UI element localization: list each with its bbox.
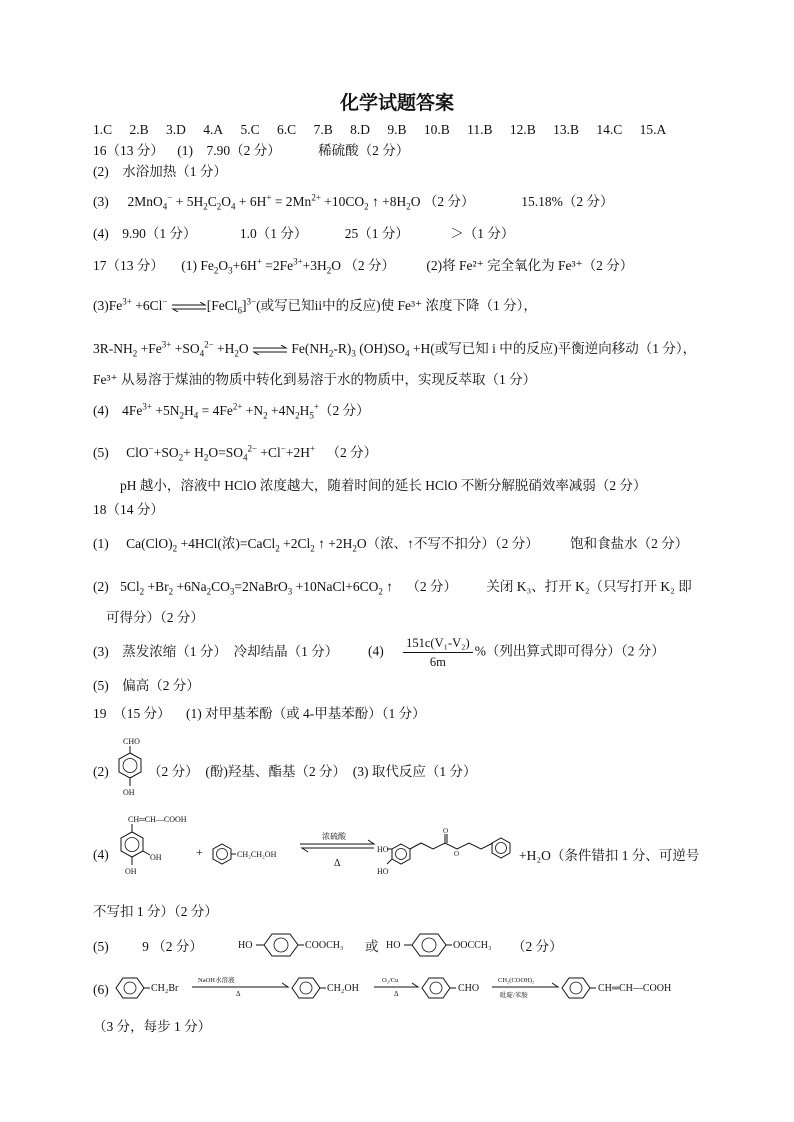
svg-text:O: O — [443, 827, 449, 835]
q19-p4-tail: +H₂O（条件错扣 1 分、可逆号 — [519, 848, 700, 863]
q18-p1-note: （浓、↑不写不扣分）（2 分） — [366, 536, 539, 551]
q17-p3-note: (或写已知ii中的反应)使 Fe³⁺ 浓度下降（1 分）， — [256, 298, 537, 313]
q16-p3-pct: 15.18%（2 分） — [521, 194, 614, 209]
delta-label: Δ — [236, 990, 241, 998]
q18-p3: (3) 蒸发浓缩（1 分） 冷却结晶（1 分） — [93, 644, 339, 659]
mc-answers — [93, 121, 666, 139]
ch2oh-label: CH₂OH — [327, 983, 359, 994]
q17-p5-label: (5) — [93, 445, 109, 460]
q16-p4-a: (4) 9.90（1 分） — [93, 226, 197, 241]
mc-7: 7.B — [313, 122, 333, 137]
q17-p4-score: （2 分） — [318, 403, 370, 418]
q18-p4-numerator: 151c(V₁-V₂) — [403, 634, 473, 653]
ho-label: HO — [377, 845, 389, 854]
q19-head: 19 （15 分） — [93, 706, 171, 721]
q17-p1-score: （2 分） — [344, 258, 396, 273]
q17-p3-label: (3) — [93, 298, 109, 313]
reaction-condition: 浓硫酸 — [322, 832, 346, 841]
q19-p2-text: （2 分） (酚)羟基、酯基（2 分） (3) 取代反应（1 分） — [148, 764, 477, 779]
q17-p5-explain: pH 越小，溶液中 HClO 浓度越大，随着时间的延长 HClO 不断分解脱硝效率减弱（2 分） — [120, 478, 647, 493]
q17-head: 17（13 分） — [93, 258, 164, 273]
q19-p4-cont: 不写扣 1 分）（2 分） — [93, 904, 218, 919]
q19-p2-label: (2) — [93, 764, 109, 779]
ho-label: HO — [386, 940, 401, 951]
ch2ch2oh-label: CH₂CH₂OH — [237, 850, 277, 859]
q18-p2-cont: 可得分）（2 分） — [106, 610, 204, 625]
mc-12: 12.B — [509, 122, 536, 137]
mc-1: 1.C — [93, 122, 113, 137]
oh-label: OH — [123, 788, 135, 797]
q17-p4-label: (4) — [93, 403, 109, 418]
oh-label: OH — [125, 867, 137, 876]
q17-p4-equation: $4Fe^{3+} +5N_2H_4 = 4Fe^{2+} +N_2 +4N_2H_5^+$ — [122, 401, 319, 421]
q16-p4-b: 1.0（1 分） — [239, 226, 308, 241]
mc-6: 6.C — [277, 122, 297, 137]
q16-p4 — [93, 225, 514, 243]
equilibrium-arrow-icon — [171, 302, 207, 312]
q17-p1-equation: $Fe_2O_3+6H^+ =2Fe^{3+}+3H_2O$ — [200, 256, 342, 276]
q17-p2: (2)将 Fe²⁺ 完全氧化为 Fe³⁺（2 分） — [426, 258, 634, 273]
q19-p4-label: (4) — [93, 847, 109, 862]
condition-3: CH₂(COOH)₂ — [498, 977, 535, 984]
q17-p3-equation: $Fe^{3+} +6Cl^-$ [FeCl$_6$]$^{3-}$ — [108, 296, 257, 316]
q19-p2-structure — [112, 736, 148, 800]
cho-label: CHO — [458, 983, 480, 994]
q17-p4 — [93, 402, 370, 420]
q18-p2-b: 关闭 K₃、打开 K₂（只写打开 K₂ 即 — [486, 579, 692, 594]
q18-p2-score: （2 分） — [406, 579, 457, 594]
q18-p1 — [93, 535, 688, 553]
q19-p5 — [93, 938, 203, 956]
page-title: 化学试题答案 — [339, 92, 454, 114]
q19-p1: (1) 对甲基苯酚（或 4-甲基苯酚）（1 分） — [186, 706, 426, 721]
q18-p4-fraction — [403, 634, 473, 671]
q16-p3-label: (3) — [93, 194, 109, 209]
mc-4: 4.A — [203, 122, 224, 137]
q16-head: 16（13 分） — [93, 143, 164, 158]
q16-p2: (2) 水浴加热（1 分） — [93, 164, 227, 179]
ooccch3-label: OOCCH₃ — [453, 940, 492, 951]
q19-p5-label: (5) — [93, 939, 109, 954]
ch-ch-cooh-label: CH═CH—COOH — [128, 815, 187, 824]
q19-p5-count: 9 （2 分） — [142, 939, 203, 954]
q17-p5-score: （2 分） — [326, 445, 378, 460]
ch2br-label: CH₂Br — [151, 983, 179, 994]
q19-p5-score: （2 分） — [512, 939, 563, 954]
q18-head: 18（14 分） — [93, 502, 164, 517]
mc-13: 13.B — [553, 122, 580, 137]
ho-label: HO — [377, 867, 389, 876]
q16-p1b: 稀硫酸（2 分） — [318, 143, 410, 158]
cho-label: CHO — [123, 737, 140, 746]
q17-p3-line2 — [93, 340, 696, 358]
q18-p5: (5) 偏高（2 分） — [93, 678, 200, 693]
q19-p6-route — [112, 968, 702, 1008]
q17-line1 — [93, 257, 633, 275]
q19-p5-or: 或 — [365, 939, 379, 954]
q18-p4-denominator: 6m — [429, 655, 446, 669]
svg-text:O: O — [454, 850, 460, 858]
q18-p4-note: %（列出算式即可得分）（2 分） — [474, 643, 665, 659]
mc-14: 14.C — [596, 122, 623, 137]
delta-label: Δ — [394, 990, 399, 998]
q16-p4-d: ＞（1 分） — [450, 226, 515, 241]
condition-2: O₂/Cu — [382, 977, 399, 984]
q16-p4-c: 25（1 分） — [344, 226, 409, 241]
q17-p1-label: (1) — [181, 258, 197, 273]
q19-p4-product-ester — [377, 826, 519, 882]
mc-2: 2.B — [129, 122, 149, 137]
q17-p3-note2: (或写已知 i 中的反应)平衡逆向移动（1 分）， — [430, 341, 697, 356]
mc-3: 3.D — [166, 122, 186, 137]
ch-ch-cooh-label: CH═CH—COOH — [598, 983, 672, 994]
q18-p1-b: 饱和食盐水（2 分） — [570, 536, 689, 551]
q17-p3-line3: Fe³⁺ 从易溶于煤油的物质中转化到易溶于水的物质中，实现反萃取（1 分） — [93, 372, 537, 387]
ho-label: HO — [238, 940, 253, 951]
q16-p1a: (1) 7.90（2 分） — [177, 143, 281, 158]
condition-1: NaOH水溶液 — [198, 977, 235, 984]
q19-line1 — [93, 705, 426, 723]
q17-p5-equation: $ClO^-+SO_2+ H_2O=SO_4^{2-} +Cl^-+2H^+$ — [126, 443, 316, 463]
q19-p4-reaction-arrow — [298, 830, 378, 870]
q18-p2 — [93, 578, 692, 596]
mc-11: 11.B — [467, 122, 493, 137]
q18-p1-equation: $Ca(ClO)_2 +4HCl$(浓)=CaCl$_2$ $+2Cl_2$ ↑ $+2H_2O$ — [126, 536, 367, 554]
q18-p1-label: (1) — [93, 536, 109, 551]
svg-text:+: + — [196, 845, 203, 859]
q19-p6-note: （3 分，每步 1 分） — [93, 1019, 212, 1034]
mc-5: 5.C — [240, 122, 260, 137]
q18-p2-label: (2) — [93, 579, 109, 594]
q19-p6-label: (6) — [93, 982, 109, 997]
condition-3b: 吡啶/苯胺 — [500, 992, 528, 999]
q16-p3 — [93, 193, 614, 211]
delta-label: Δ — [334, 858, 341, 869]
mc-15: 15.A — [639, 122, 667, 137]
cooch3-label: COOCH₃ — [305, 940, 344, 951]
q18-p4-label: (4) — [368, 643, 384, 659]
q19-p4-caffeic-acid — [112, 814, 204, 880]
q19-p5-structure-a — [238, 930, 358, 960]
q16-p3-score: （2 分） — [423, 194, 475, 209]
q19-p4-phenylethanol — [196, 840, 296, 866]
mc-8: 8.D — [350, 122, 370, 137]
q19-p5-structure-b — [386, 930, 510, 960]
equilibrium-arrow-icon — [252, 345, 288, 355]
q17-p3-line1 — [93, 297, 537, 315]
q18-p4 — [368, 634, 665, 671]
q16-line1 — [93, 142, 409, 160]
q16-p3-equation: $2MnO_4^- + 5H_2C_2O_4 + 6H^+ = 2Mn^{2+} +10CO_2$ ↑ $+8H_2O$ — [127, 192, 421, 212]
q17-p5 — [93, 444, 377, 462]
mc-9: 9.B — [387, 122, 407, 137]
q18-p2-equation: $5Cl_2 +Br_2$ $+6Na_2CO_3=2NaBrO_3$ $+10NaCl+6CO_2$ ↑ — [120, 579, 393, 597]
mc-10: 10.B — [423, 122, 450, 137]
q17-p3-equation2: $3R-NH_2 +Fe^{3+} +SO_4^{2-} +H_2O$ $Fe(NH_2-R)_3$ $(OH)SO_4 +H$ — [93, 339, 431, 359]
oh-label: OH — [150, 853, 162, 862]
